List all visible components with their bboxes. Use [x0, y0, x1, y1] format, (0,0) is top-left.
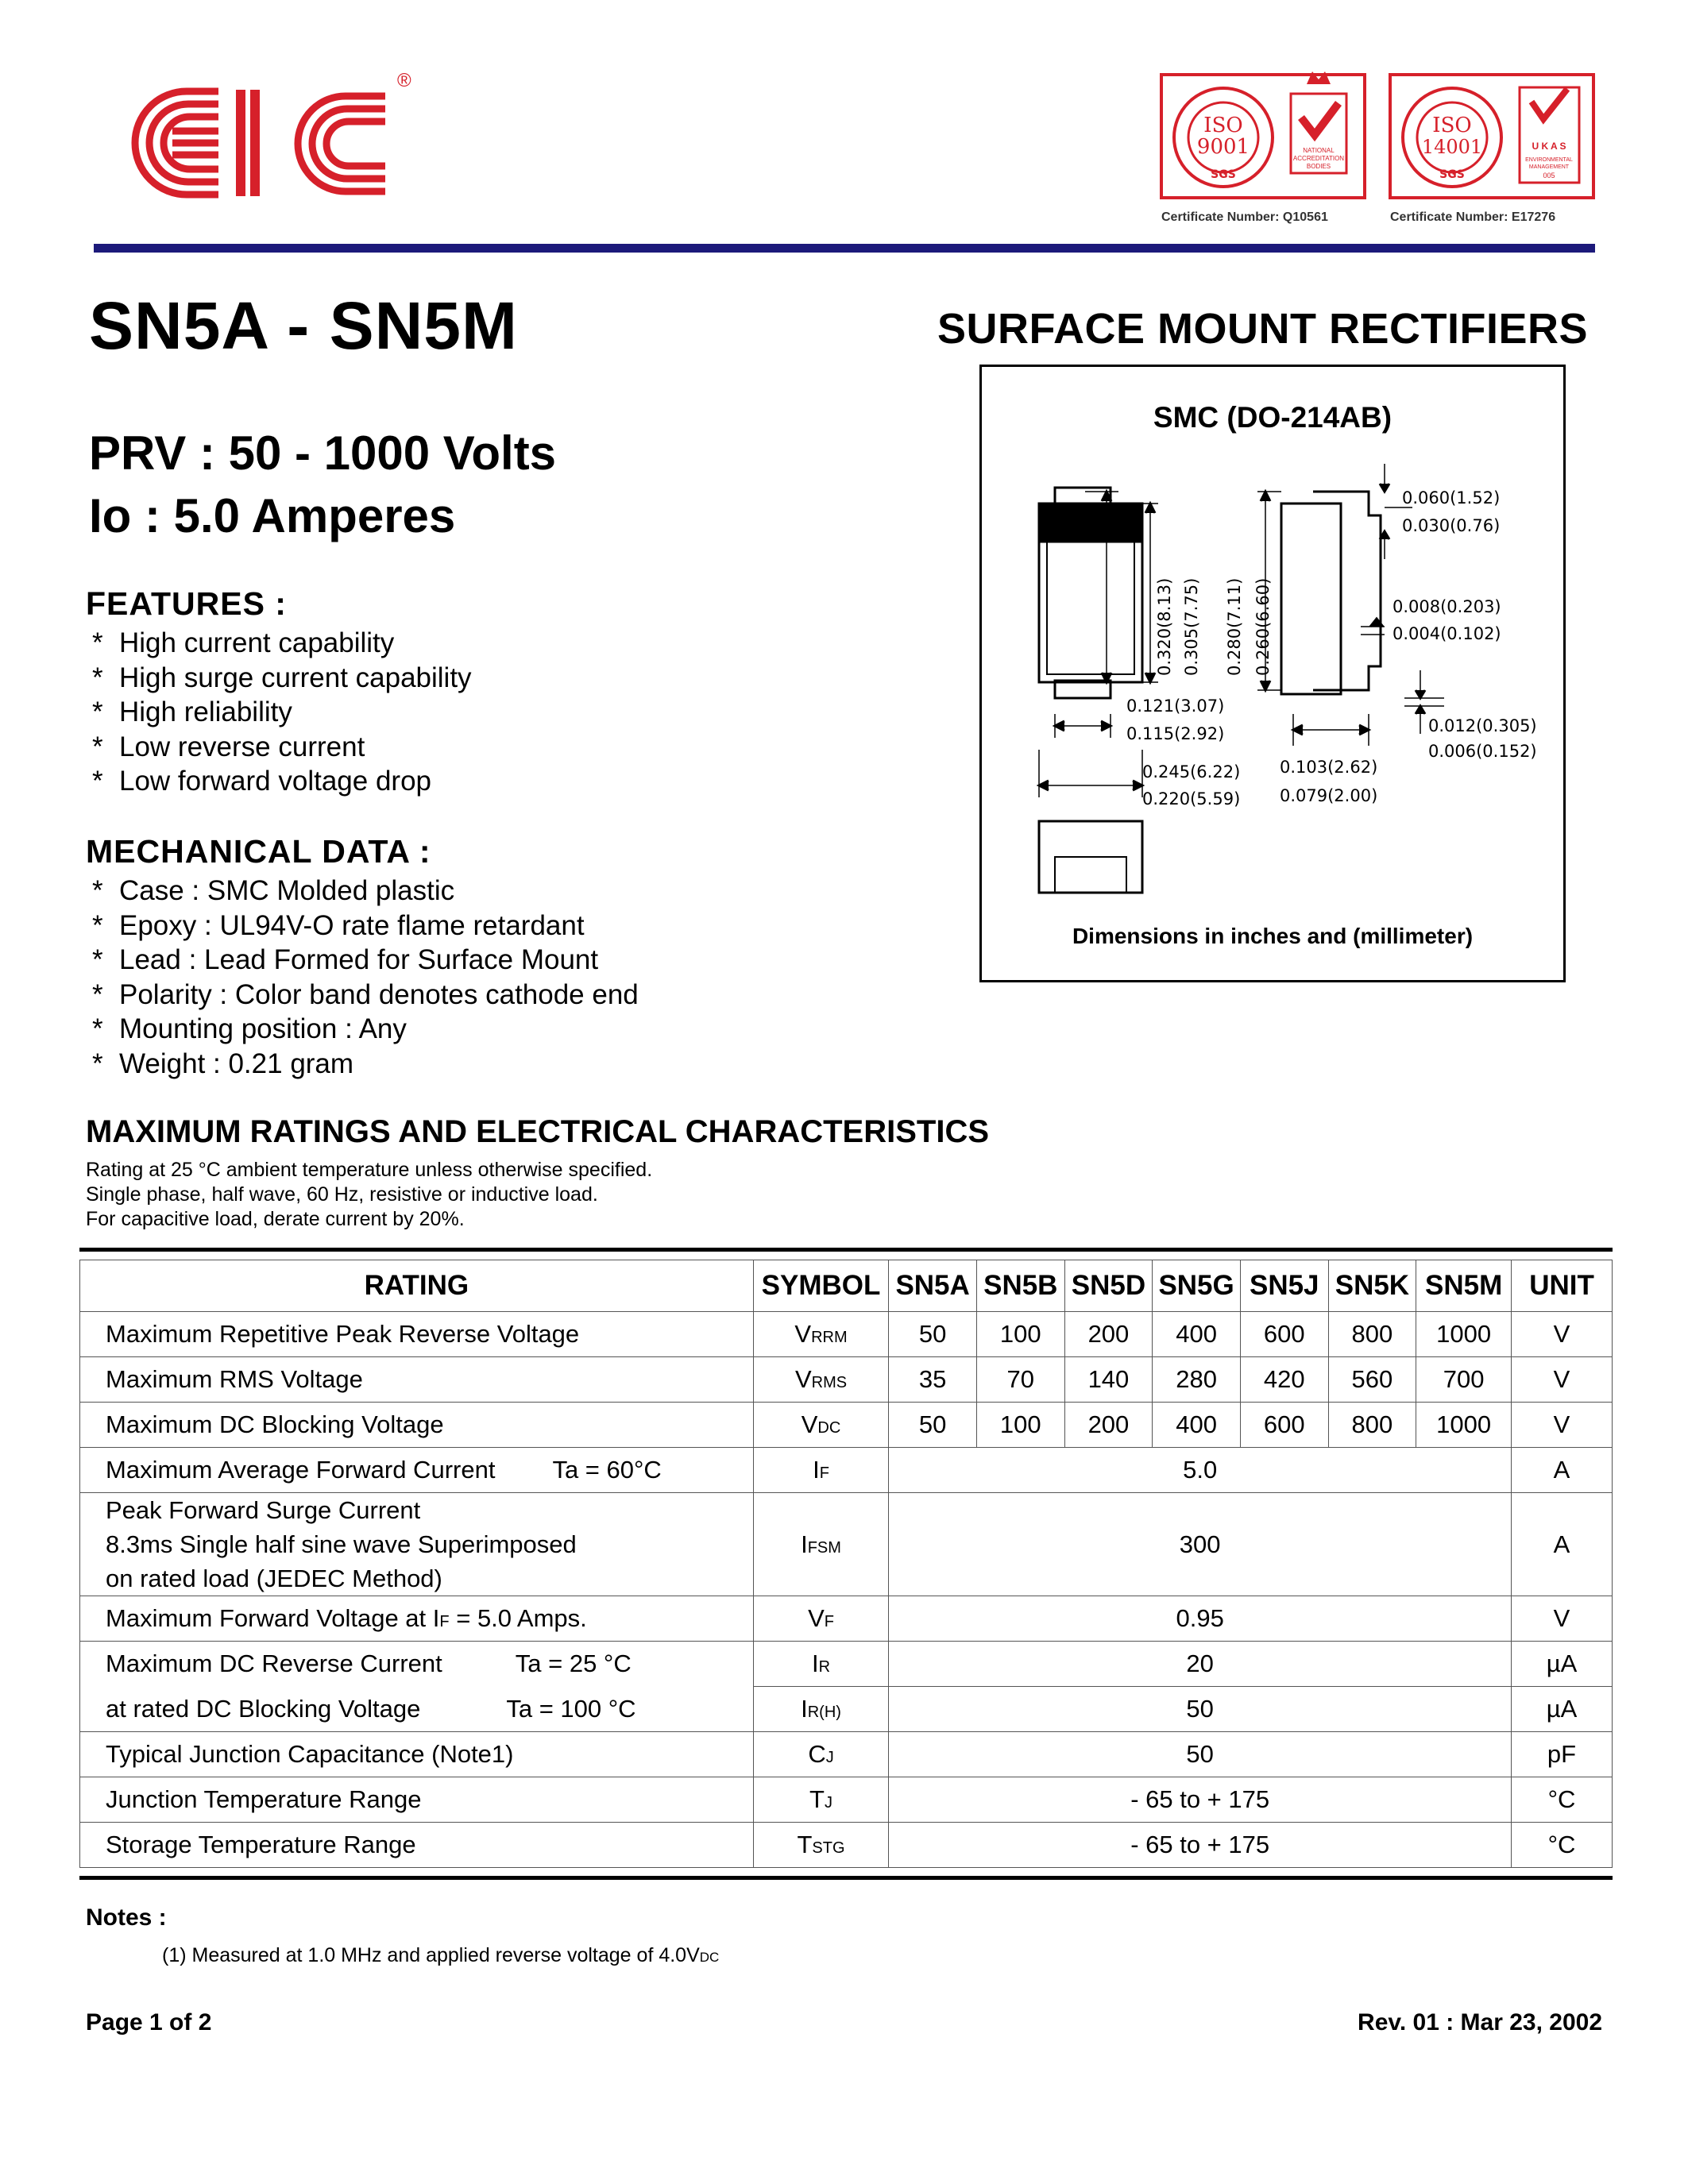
list-item: * Mounting position : Any	[92, 1013, 407, 1044]
col-header: RATING	[80, 1260, 754, 1312]
list-item: * High current capability	[92, 627, 395, 658]
symbol-cell: VRRM	[753, 1312, 889, 1357]
symbol-cell: IFSM	[753, 1493, 889, 1596]
list-item: * Epoxy : UL94V-O rate flame retardant	[92, 909, 585, 941]
unit-cell: V	[1512, 1357, 1613, 1403]
value-cell: 50	[889, 1312, 977, 1357]
unit-cell: °C	[1512, 1823, 1613, 1868]
ratings-conditions	[86, 1158, 652, 1232]
svg-text:ENVIRONMENTAL: ENVIRONMENTAL	[1525, 157, 1573, 163]
page-number: Page 1 of 2	[86, 2009, 212, 2035]
table-row	[80, 1777, 1613, 1823]
value-cell: 35	[889, 1357, 977, 1403]
unit-cell: °C	[1512, 1777, 1613, 1823]
value-cell: 1000	[1416, 1403, 1512, 1448]
unit-cell: pF	[1512, 1732, 1613, 1777]
table-row	[80, 1732, 1613, 1777]
value-cell: - 65 to + 175	[889, 1777, 1512, 1823]
iso9001-number: 9001	[1196, 135, 1250, 159]
value-cell: 400	[1153, 1312, 1241, 1357]
value-cell: 100	[976, 1312, 1064, 1357]
value-cell: 140	[1064, 1357, 1153, 1403]
value-cell: 800	[1328, 1403, 1416, 1448]
col-header: SYMBOL	[753, 1260, 889, 1312]
dim-d5a: 0.121(3.07)	[1126, 696, 1225, 716]
list-item: * Case : SMC Molded plastic	[92, 875, 455, 906]
svg-text:SGS: SGS	[1439, 168, 1465, 181]
svg-text:MANAGEMENT: MANAGEMENT	[1528, 164, 1570, 170]
value-cell: 300	[889, 1493, 1512, 1596]
value-cell: 400	[1153, 1403, 1241, 1448]
col-header: UNIT	[1512, 1260, 1613, 1312]
registered-mark: ®	[397, 70, 411, 91]
unit-cell: V	[1512, 1312, 1613, 1357]
table-row	[80, 1596, 1613, 1642]
col-header: SN5J	[1240, 1260, 1328, 1312]
features-list	[92, 626, 472, 799]
value-cell: 200	[1064, 1312, 1153, 1357]
dim-d7b: 0.220(5.59)	[1142, 789, 1241, 808]
list-item: * High reliability	[92, 696, 292, 727]
svg-text:NATIONAL: NATIONAL	[1303, 147, 1335, 154]
value-cell: 420	[1240, 1357, 1328, 1403]
value-cell: 200	[1064, 1403, 1153, 1448]
table-row	[80, 1403, 1613, 1448]
table-row	[80, 1642, 1613, 1687]
unit-cell: A	[1512, 1448, 1613, 1493]
rating-cell: Maximum DC Reverse Current Ta = 25 °C	[80, 1642, 754, 1687]
value-cell: 1000	[1416, 1312, 1512, 1357]
dim-d2a: 0.280(7.11)	[1225, 577, 1244, 676]
revision-date: Rev. 01 : Mar 23, 2002	[1358, 2009, 1602, 2035]
iso14001-badge	[1389, 70, 1595, 205]
symbol-cell: TJ	[753, 1777, 889, 1823]
svg-text:BODIES: BODIES	[1306, 163, 1331, 170]
eic-logo-graphic	[131, 75, 417, 210]
table-header-row	[80, 1260, 1613, 1312]
value-cell: 50	[889, 1687, 1512, 1732]
list-item: * Lead : Lead Formed for Surface Mount	[92, 944, 599, 975]
condition-line: For capacitive load, derate current by 20%.	[86, 1208, 465, 1230]
mechanical-list	[92, 874, 639, 1081]
unit-cell: V	[1512, 1403, 1613, 1448]
col-header: SN5D	[1064, 1260, 1153, 1312]
mechanical-heading: MECHANICAL DATA :	[86, 833, 431, 870]
note-1: (1) Measured at 1.0 MHz and applied reverse voltage of 4.0VDC	[162, 1944, 720, 1966]
unit-cell: A	[1512, 1493, 1613, 1596]
value-cell: 20	[889, 1642, 1512, 1687]
list-item: * Polarity : Color band denotes cathode end	[92, 978, 639, 1010]
rating-cell: Peak Forward Surge Current 8.3ms Single half sine wave Superimposed on rated load (JEDEC Method)	[80, 1493, 754, 1596]
rating-cell: Junction Temperature Range	[80, 1777, 754, 1823]
col-header: SN5B	[976, 1260, 1064, 1312]
col-header: SN5G	[1153, 1260, 1241, 1312]
table-row	[80, 1448, 1613, 1493]
list-item: * High surge current capability	[92, 662, 472, 693]
value-cell: 600	[1240, 1312, 1328, 1357]
unit-cell: V	[1512, 1596, 1613, 1642]
condition-line: Single phase, half wave, 60 Hz, resistive or inductive load.	[86, 1183, 598, 1206]
dim-d3b: 0.030(0.76)	[1402, 516, 1501, 535]
col-header: SN5K	[1328, 1260, 1416, 1312]
product-category: SURFACE MOUNT RECTIFIERS	[937, 305, 1589, 353]
iso9001-seal-graphic	[1160, 70, 1366, 201]
ratings-table-wrapper	[79, 1248, 1613, 1880]
dim-d7a: 0.245(6.22)	[1142, 762, 1241, 781]
dim-d4b: 0.004(0.102)	[1393, 624, 1501, 643]
value-cell: 700	[1416, 1357, 1512, 1403]
condition-line: Rating at 25 °C ambient temperature unless otherwise specified.	[86, 1159, 653, 1181]
col-header: SN5A	[889, 1260, 977, 1312]
ukas-code: 005	[1543, 172, 1555, 179]
dim-d2b: 0.260(6.60)	[1253, 577, 1273, 676]
symbol-cell: IF	[753, 1448, 889, 1493]
dim-d8a: 0.103(2.62)	[1280, 758, 1378, 777]
value-cell: 600	[1240, 1403, 1328, 1448]
table-row	[80, 1823, 1613, 1868]
value-cell: 280	[1153, 1357, 1241, 1403]
dim-d4a: 0.008(0.203)	[1393, 597, 1501, 616]
svg-text:U K A S: U K A S	[1532, 141, 1566, 152]
iso14001-iso: ISO	[1432, 114, 1472, 137]
rating-cell: Storage Temperature Range	[80, 1823, 754, 1868]
rating-cell: Maximum Average Forward Current Ta = 60°C	[80, 1448, 754, 1493]
cert1-number: Certificate Number: Q10561	[1161, 210, 1328, 224]
table-row	[80, 1687, 1613, 1732]
dim-d3a: 0.060(1.52)	[1402, 488, 1501, 507]
iso9001-badge	[1160, 70, 1366, 205]
features-heading: FEATURES :	[86, 585, 287, 622]
symbol-cell: VF	[753, 1596, 889, 1642]
header-divider	[94, 244, 1595, 253]
col-header: SN5M	[1416, 1260, 1512, 1312]
rating-cell: Maximum DC Blocking Voltage	[80, 1403, 754, 1448]
iso14001-number: 14001	[1421, 136, 1483, 158]
rating-cell: Typical Junction Capacitance (Note1)	[80, 1732, 754, 1777]
value-cell: - 65 to + 175	[889, 1823, 1512, 1868]
product-title: SN5A - SN5M	[89, 288, 518, 363]
symbol-cell: TSTG	[753, 1823, 889, 1868]
svg-text:ACCREDITATION: ACCREDITATION	[1292, 155, 1345, 162]
list-item: * Low reverse current	[92, 731, 365, 762]
iso14001-seal-graphic	[1389, 70, 1595, 201]
value-cell: 50	[889, 1732, 1512, 1777]
dim-d6b: 0.006(0.152)	[1428, 742, 1537, 761]
dim-d1a: 0.320(8.13)	[1155, 577, 1174, 676]
iso9001-iso: ISO	[1203, 114, 1243, 137]
ratings-table	[79, 1260, 1613, 1868]
dim-d8b: 0.079(2.00)	[1280, 786, 1378, 805]
value-cell: 100	[976, 1403, 1064, 1448]
ratings-heading: MAXIMUM RATINGS AND ELECTRICAL CHARACTERISTICS	[86, 1114, 990, 1149]
svg-text:SGS: SGS	[1211, 168, 1236, 181]
value-cell: 0.95	[889, 1596, 1512, 1642]
notes-heading: Notes :	[86, 1904, 167, 1931]
value-cell: 800	[1328, 1312, 1416, 1357]
list-item: * Weight : 0.21 gram	[92, 1048, 354, 1079]
rating-cell: at rated DC Blocking Voltage Ta = 100 °C	[80, 1687, 754, 1732]
dim-d5b: 0.115(2.92)	[1126, 724, 1225, 743]
unit-cell: µA	[1512, 1687, 1613, 1732]
package-drawing	[979, 365, 1566, 982]
table-row	[80, 1312, 1613, 1357]
rating-cell: Maximum RMS Voltage	[80, 1357, 754, 1403]
package-title: SMC (DO-214AB)	[1153, 401, 1393, 434]
list-item: * Low forward voltage drop	[92, 766, 431, 797]
value-cell: 70	[976, 1357, 1064, 1403]
value-cell: 5.0	[889, 1448, 1512, 1493]
rating-cell: Maximum Forward Voltage at IF = 5.0 Amps.	[80, 1596, 754, 1642]
unit-cell: µA	[1512, 1642, 1613, 1687]
symbol-cell: CJ	[753, 1732, 889, 1777]
symbol-cell: IR(H)	[753, 1687, 889, 1732]
dimensions-caption: Dimensions in inches and (millimeter)	[1072, 924, 1474, 948]
symbol-cell: VRMS	[753, 1357, 889, 1403]
prv-spec: PRV : 50 - 1000 Volts	[89, 426, 557, 480]
symbol-cell: VDC	[753, 1403, 889, 1448]
table-row	[80, 1357, 1613, 1403]
table-row	[80, 1493, 1613, 1596]
symbol-cell: IR	[753, 1642, 889, 1687]
dim-d1b: 0.305(7.75)	[1182, 577, 1201, 676]
io-spec: Io : 5.0 Amperes	[89, 489, 456, 542]
value-cell: 50	[889, 1403, 977, 1448]
rating-cell: Maximum Repetitive Peak Reverse Voltage	[80, 1312, 754, 1357]
eic-logo	[131, 75, 417, 210]
dim-d6a: 0.012(0.305)	[1428, 716, 1537, 735]
value-cell: 560	[1328, 1357, 1416, 1403]
cert2-number: Certificate Number: E17276	[1390, 210, 1556, 224]
